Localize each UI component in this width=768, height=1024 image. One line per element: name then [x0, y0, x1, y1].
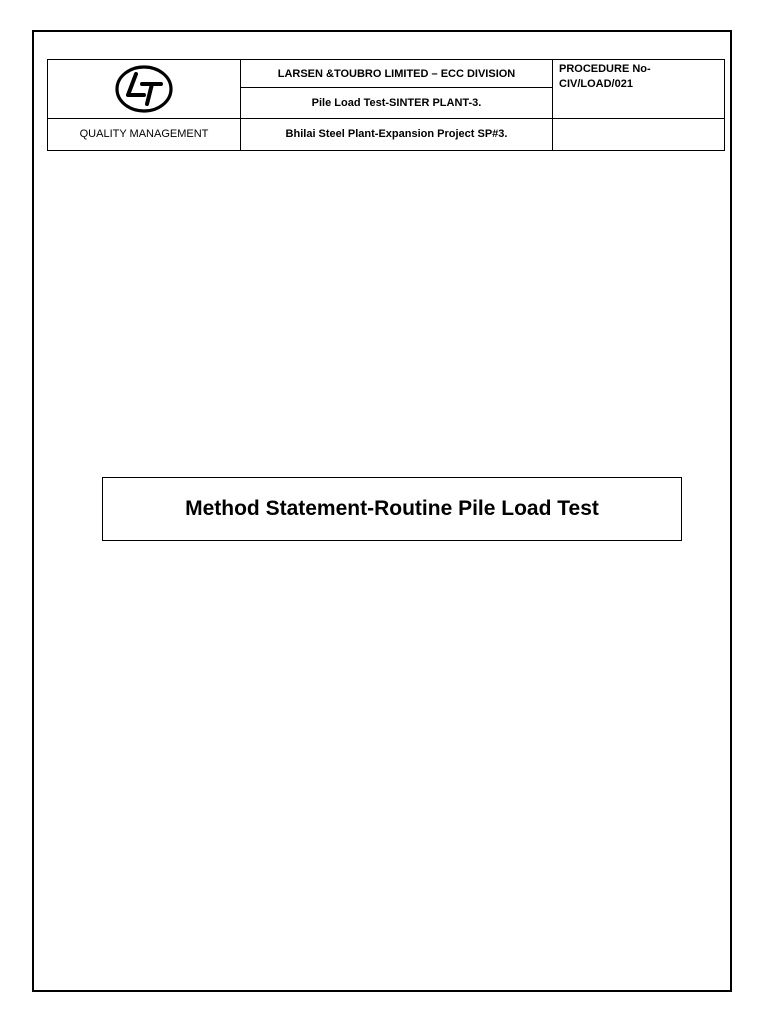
procedure-cell: [553, 60, 725, 119]
project-name: Bhilai Steel Plant-Expansion Project SP#3.: [241, 118, 553, 150]
document-subject: Pile Load Test-SINTER PLANT-3.: [241, 88, 553, 118]
header-table: [47, 59, 725, 151]
document-title: Method Statement-Routine Pile Load Test: [185, 497, 599, 520]
procedure-number: CIV/LOAD/021: [559, 78, 633, 90]
company-name: LARSEN &TOUBRO LIMITED – ECC DIVISION: [241, 60, 553, 88]
department-name: QUALITY MANAGEMENT: [48, 118, 241, 150]
procedure-label: PROCEDURE No-: [559, 63, 651, 75]
lt-logo-icon: [114, 64, 174, 114]
empty-cell: [553, 118, 725, 150]
logo-cell: [48, 60, 241, 119]
title-box: [102, 477, 682, 541]
